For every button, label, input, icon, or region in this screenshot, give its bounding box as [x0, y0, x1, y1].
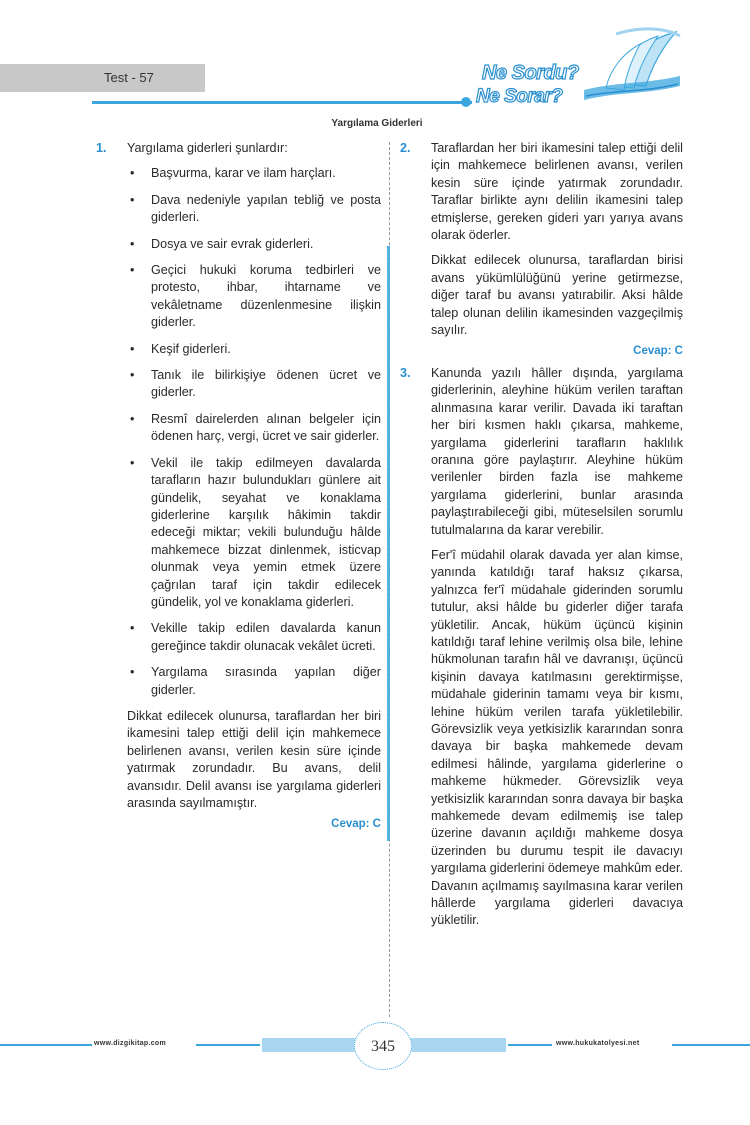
list-item: • Yargılama sırasında yapılan diğer giderler.	[127, 664, 381, 699]
section-title: Yargılama Giderleri	[331, 118, 423, 129]
question-number: 3.	[400, 365, 411, 380]
page-number: 345	[371, 1038, 395, 1055]
logo-title-line2: Ne Sorar?	[476, 86, 563, 107]
answer-label: Cevap: C	[633, 345, 683, 358]
footer-line-left	[0, 1044, 92, 1046]
question-number: 2.	[400, 141, 411, 155]
header-rule	[92, 101, 472, 104]
footer-line-right-2	[672, 1044, 750, 1046]
test-label: Test - 57	[0, 64, 205, 92]
list-item: • Tanık ile bilirkişiye ödenen ücret ve giderler.	[127, 367, 381, 402]
note-paragraph: Dikkat edilecek olunursa, taraflardan birisi avans yükümlülüğünü yerine getirmezse, diğer taraf bu avansı yatırabilir. Aksi hâlde talep olunan delilin ikamesinden vazgeçilmiş sayılır.	[431, 253, 683, 338]
list-item: • Dosya ve sair evrak giderleri.	[127, 236, 381, 253]
footer-bar-right	[410, 1038, 506, 1052]
note-paragraph: Dikkat edilecek olunursa, taraflardan her biri ikamesini talep ettiği delil için mahkemece belirlenen avansı, verilen kesin süre içinde yatırmak zorundadır. Bu avans, delil avansıdır. Delil avansı ise yargılama giderleri arasında sayılmamıştır.	[127, 708, 381, 810]
footer-bar-left	[262, 1038, 358, 1052]
question-1	[96, 140, 381, 708]
footer-site-left: www.dizgikitap.com	[94, 1040, 167, 1047]
footer-site-right: www.hukukatolyesi.net	[556, 1040, 640, 1047]
list-item: • Başvurma, karar ve ilam harçları.	[127, 165, 381, 182]
logo-title-line1: Ne Sordu?	[482, 62, 579, 84]
footer-line-left-2	[196, 1044, 260, 1046]
question-intro: Yargılama giderleri şunlardır:	[127, 141, 288, 155]
footer-line-right	[508, 1044, 552, 1046]
question-text: Kanunda yazılı hâller dışında, yargılama giderlerinin, aleyhine hüküm verilen taraftan alınmasına karar verilir. Davada iki taraftan her biri kısmen haklı çıkarsa, mahkeme, yargılama giderlerini tarafların haklılık oranına göre paylaştırır. Aleyhine hüküm verilenler birden fazla ise mahkeme yargılama giderlerini, bunlar arasında paylaştırabileceği gibi, müteselsilen sorumlu tutulmalarına da karar verebilir.	[431, 365, 683, 537]
list-item: • Vekil ile takip edilmeyen davalarda tarafların hazır bulundukları günlere ait gündelik, seyahat ve konaklama giderlerine karşılık hâkimin takdir edeceği miktar; vekili bulunduğu hâlde mahkemece bizzat dinlenmek, isticvap olunmak veya yemin etmek üzere çağrılan taraf için takdir edilecek gündelik, yol ve konaklama giderleri.	[127, 455, 381, 612]
list-item: • Geçici hukuki koruma tedbirleri ve protesto, ihbar, ihtarname ve vekâletname düzenlenmesine ilişkin giderler.	[127, 262, 381, 332]
list-item: • Vekille takip edilen davalarda kanun gereğince takdir olunacak vekâlet ücreti.	[127, 620, 381, 655]
expense-list	[127, 165, 381, 699]
question-3	[400, 365, 683, 930]
question-number: 1.	[96, 141, 107, 155]
question-text: Taraflardan her biri ikamesini talep ettiği delil için mahkemece belirlenen avansı, verilen kesin süre içinde yatırmak zorundadır. Taraflar birlikte aynı delilin ikamesini talep etmişlerse, gereken gideri yarı yarıya avans olarak öderler.	[431, 141, 683, 243]
right-column	[400, 140, 683, 930]
note-paragraph: Fer'î müdahil olarak davada yer alan kimse, yanında katıldığı taraf haksız çıkarsa, yalnızca fer'î müdahale giderinden sorumlu tutulur, aksi hâlde bu giderler diğer tarafa yükletilir. Ancak, hüküm üçüncü kişinin katıldığı taraf lehine verilmiş olsa bile, lehine hükmolunan tarafın hâl ve davranışı, üçüncü kişinin davaya katılmasını gerektirmişse, müdahale giderinin tamamı veya bir kısmı, lehine hüküm verilen tarafa yükletilebilir. Görevsizlik veya yetkisizlik kararından sonra davaya bir başka mahkemede devam edilmesi hâlinde, yargılama giderlerine o mahkeme hükmeder. Görevsizlik veya yetkisizlik kararından sonra davaya bir başka mahkemede devam edilmemiş ise talep üzerine davanın açıldığı mahkeme dosya üzerinden bu durumu tespit ile davacıyı yargılama giderlerini ödemeye mahkûm eder. Davanın açılmamış sayılmasına karar verilen hâllerde yargılama giderleri davacıya yükletilir.	[431, 547, 683, 928]
column-accent-bar	[387, 246, 390, 841]
question-2	[400, 140, 683, 361]
list-item: • Dava nedeniyle yapılan tebliğ ve posta giderleri.	[127, 192, 381, 227]
answer-label: Cevap: C	[331, 818, 381, 831]
left-column	[96, 140, 381, 834]
list-item: • Keşif giderleri.	[127, 341, 381, 358]
list-item: • Resmî dairelerden alınan belgeler için ödenen harç, vergi, ücret ve sair giderler.	[127, 411, 381, 446]
